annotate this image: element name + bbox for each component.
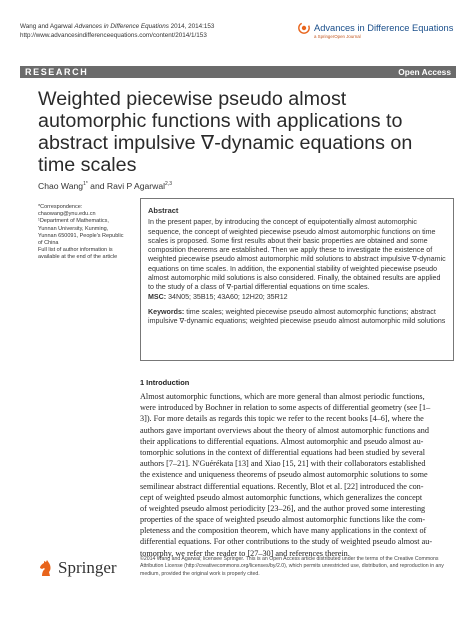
correspondence-sidebar (38, 204, 132, 262)
affiliation-line: ¹Department of Mathematics, (38, 218, 109, 225)
journal-brand (298, 22, 458, 39)
body-line: the existence and uniqueness theorems of pseudo almost automorphic solutions to some (140, 470, 428, 480)
author-list: Chao Wang$^{1*}$ and Ravi P Agarwal$^{2,3}$ (38, 181, 172, 191)
body-line: pleteness and the composition theorem, which have many applications in the context of (140, 526, 427, 536)
title-line: abstract impulsive ∇-dynamic equations on (38, 132, 413, 154)
affiliation-line: of China (38, 240, 59, 247)
section-heading: 1 Introduction (140, 378, 190, 387)
body-line: semilinear abstract differential equations. Recently, Blot et al. [22] introduced the con- (140, 481, 424, 491)
publisher-name: Springer (58, 558, 117, 577)
author-affiliation-marks: 2,3 (165, 181, 172, 188)
introduction-body (140, 391, 454, 559)
citation: Wang and Agarwal Advances in Difference Equations 2014, 2014:153 (20, 23, 215, 30)
email-link[interactable]: chaowang@ynu.edu.cn (38, 211, 96, 218)
body-line: authors [7–21]. N'Guérékata [13] and Xiao [15, 21] with their collaborators established (140, 459, 426, 469)
publisher-logo (38, 558, 117, 578)
author-affiliation-marks: 1* (83, 181, 88, 188)
title-line: time scales (38, 154, 137, 176)
running-header (20, 23, 320, 40)
body-line: 3]). For more details as regards this topic we refer to the recent books [4–6], where the (140, 414, 424, 424)
title-line: automorphic functions with applications to (38, 110, 403, 132)
article-type-banner (20, 66, 456, 78)
article-type-label: RESEARCH (25, 67, 89, 77)
title-line: Weighted piecewise pseudo almost (38, 88, 347, 110)
journal-title: Advances in Difference Equations (314, 23, 454, 33)
copyright-notice: ©2014 Wang and Agarwal; licensee Springer. This is an Open Access article distributed under the terms of the Creative Commons Attribution License (http://creativecommons.org/licenses/by/2.0), which permits unrestricted use, distribution, and reproduction in any medium, provided the original work is properly cited. (140, 556, 444, 577)
msc-line: MSC: 34N05; 35B15; 43A60; 12H20; 35R12 (148, 292, 288, 301)
affiliation-line: Yunnan 650091, People's Republic (38, 232, 124, 239)
body-line: tomorphic solutions in the context of differential equations had been studied by several (140, 447, 425, 457)
abstract-body: In the present paper, by introducing the concept of equipotentially almost automorphic sequence, the concept of weighted piecewise pseudo almost automorphic functions on time scales is proposed. Some first results about their basic properties are obtained and some composition theorems are established. Then we apply these to investigate the existence of weighted piecewise pseudo almost automorphic mild solutions to abstract impulsive ∇-dynamic equations on time scales. In addition, the exponential stability of weighted piecewise pseudo almost automorphic mild solutions is also considered. Finally, the obtained results are applied to the study of a class of ∇-partial differential equations on time scales. (148, 218, 446, 292)
open-access-label: Open Access (398, 67, 451, 77)
full-list-note: Full list of author information is (38, 247, 113, 254)
article-url[interactable]: http://www.advancesindifferenceequations.com/content/2014/1/153 (20, 31, 207, 39)
body-line: cept of weighted pseudo almost automorphic functions, which generalizes the concept (140, 492, 423, 502)
author-name[interactable]: Chao Wang (38, 181, 84, 191)
body-line: of weighted pseudo almost periodicity [23–26], and the author proved some interesting (140, 503, 426, 513)
body-line: their applications to differential equations. Almost automorphic and pseudo almost au- (140, 436, 424, 446)
abstract-content (148, 206, 448, 327)
keywords-line: Keywords: time scales; weighted piecewise pseudo almost automorphic functions; abstract impulsive ∇-dynamic equations; weighted piecewise pseudo almost automorphic mild solutions (148, 307, 446, 326)
body-line: tomorphy, we refer the reader to [27–30] and references therein. (140, 548, 350, 558)
body-line: properties of the space of weighted pseudo almost automorphic functions like the com- (140, 515, 426, 525)
journal-subtitle: a SpringerOpen Journal (314, 34, 361, 39)
full-list-note: available at the end of the article (38, 254, 118, 261)
article-title (38, 88, 458, 176)
body-line: differential equations. For other contributions to the study of weighted pseudo almost au- (140, 537, 433, 547)
abstract-heading: Abstract (148, 206, 179, 215)
swirl-icon (298, 22, 310, 34)
affiliation-line: Yunnan University, Kunming, (38, 225, 109, 232)
chess-knight-icon (38, 558, 54, 578)
body-line: Almost automorphic functions, which are more general than almost periodic functions, (140, 392, 425, 401)
body-line: were introduced by Bochner in relation to some aspects of differential geometry (see [1– (140, 403, 431, 413)
body-line: authors gave important overviews about the theory of almost automorphic functions and (140, 425, 429, 435)
correspondence-label: *Correspondence: (38, 204, 83, 210)
author-name[interactable]: Ravi P Agarwal (106, 181, 166, 191)
